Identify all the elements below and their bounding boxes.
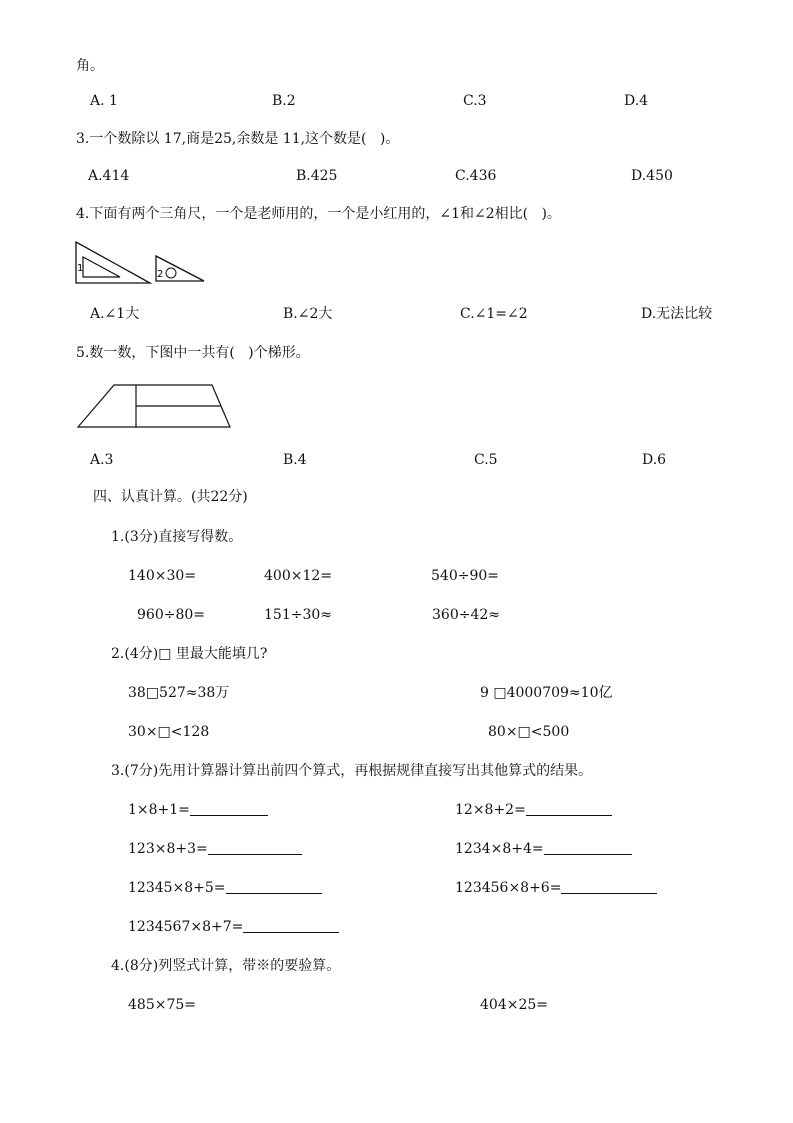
vertical-calc-item: 404×25= — [480, 997, 548, 1013]
part-1-title: 1.(3分)直接写得数。 — [111, 529, 243, 545]
q2-option-a[interactable]: A. 1 — [90, 93, 118, 109]
pattern-item — [128, 801, 268, 819]
pattern-expression: 12345×8+5= — [128, 880, 226, 896]
pattern-item — [455, 879, 657, 897]
q2-option-b[interactable]: B.2 — [272, 93, 296, 109]
pattern-expression: 1234567×8+7= — [128, 919, 244, 935]
q2-option-c[interactable]: C.3 — [463, 93, 487, 109]
q3-option-a[interactable]: A.414 — [88, 168, 130, 184]
pattern-item — [455, 840, 632, 858]
q5-option-c[interactable]: C.5 — [474, 452, 498, 468]
estimate-item: 30×□<128 — [128, 724, 210, 740]
calc-item: 140×30= — [128, 568, 196, 584]
pattern-expression: 1×8+1= — [128, 802, 190, 818]
calc-item: 360÷42≈ — [432, 607, 500, 623]
q3-stem: 3.一个数除以 17,商是25,余数是 11,这个数是( )。 — [76, 131, 400, 147]
calc-item: 151÷30≈ — [264, 607, 332, 623]
estimate-item: 80×□<500 — [488, 724, 570, 740]
q3-option-b[interactable]: B.425 — [296, 168, 338, 184]
answer-blank[interactable] — [561, 879, 657, 894]
q4-option-a[interactable]: A.∠1大 — [90, 306, 140, 322]
q3-option-c[interactable]: C.436 — [455, 168, 497, 184]
q4-option-b[interactable]: B.∠2大 — [283, 306, 333, 322]
answer-blank[interactable] — [526, 801, 612, 816]
angle-1-label: 1 — [77, 263, 84, 274]
q4-stem: 4.下面有两个三角尺，一个是老师用的，一个是小红用的，∠1和∠2相比( )。 — [76, 206, 561, 222]
pattern-expression: 12×8+2= — [455, 802, 526, 818]
calc-item: 540÷90= — [431, 568, 499, 584]
estimate-item: 38□527≈38万 — [128, 685, 230, 701]
answer-blank[interactable] — [544, 840, 632, 855]
pattern-expression: 1234×8+4= — [455, 841, 544, 857]
pattern-expression: 123×8+3= — [128, 841, 208, 857]
q5-option-a[interactable]: A.3 — [90, 452, 114, 468]
part-4-title: 4.(8分)列竖式计算，带※的要验算。 — [111, 958, 341, 974]
pattern-item — [455, 801, 612, 819]
q5-option-b[interactable]: B.4 — [283, 452, 307, 468]
part-3-title: 3.(7分)先用计算器计算出前四个算式，再根据规律直接写出其他算式的结果。 — [111, 763, 593, 779]
answer-blank[interactable] — [190, 801, 268, 816]
answer-blank[interactable] — [243, 918, 339, 933]
section-4-title: 四、认真计算。(共22分) — [93, 489, 248, 505]
q5-stem: 5.数一数，下图中一共有( )个梯形。 — [76, 345, 310, 361]
angle-2-label: 2 — [157, 269, 164, 280]
vertical-calc-item: 485×75= — [128, 997, 196, 1013]
q4-option-c[interactable]: C.∠1=∠2 — [460, 306, 528, 322]
pattern-expression: 123456×8+6= — [455, 880, 562, 896]
part-2-title: 2.(4分)□ 里最大能填几? — [111, 646, 268, 662]
q4-option-d[interactable]: D.无法比较 — [641, 306, 713, 322]
teacher-triangle-ruler — [74, 240, 154, 286]
trapezoid-figure — [76, 383, 232, 429]
pattern-item — [128, 879, 322, 897]
q5-option-d[interactable]: D.6 — [642, 452, 667, 468]
calc-item: 400×12= — [264, 568, 332, 584]
pattern-item — [128, 918, 339, 936]
q2-option-d[interactable]: D.4 — [624, 93, 649, 109]
student-triangle-ruler — [154, 254, 208, 284]
q3-option-d[interactable]: D.450 — [631, 168, 673, 184]
pattern-item — [128, 840, 302, 858]
answer-blank[interactable] — [226, 879, 322, 894]
estimate-item: 9 □4000709≈10亿 — [480, 685, 613, 701]
answer-blank[interactable] — [208, 840, 302, 855]
q2-tail: 角。 — [76, 58, 104, 74]
calc-item: 960÷80= — [137, 607, 205, 623]
